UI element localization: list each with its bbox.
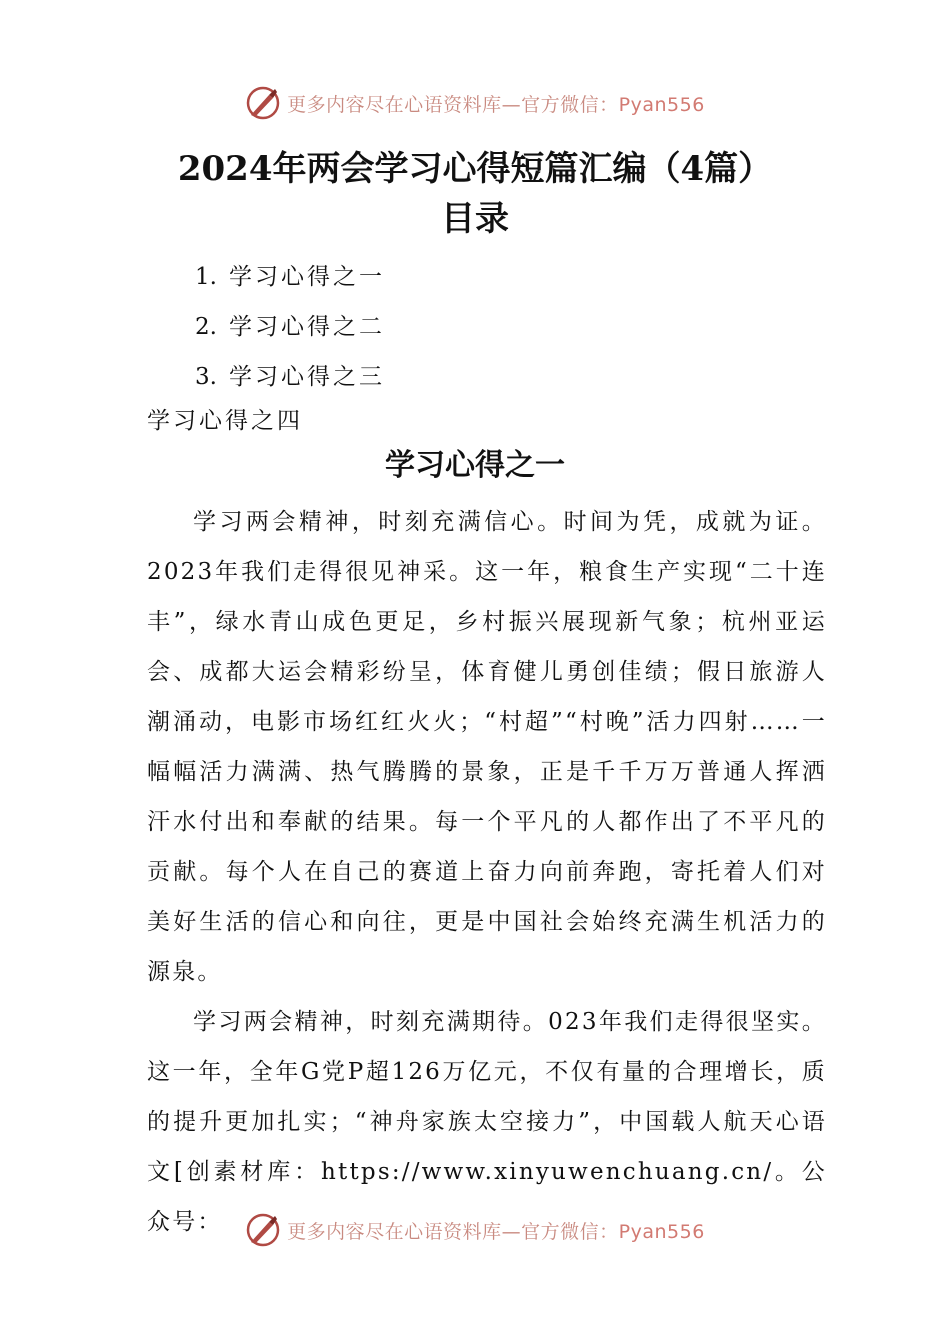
toc-item[interactable]: 3. 学习心得之三 — [195, 364, 385, 390]
pen-logo-icon — [245, 85, 281, 121]
paragraph: 学习两会精神，时刻充满信心。时间为凭，成就为证。2023年我们走得很见神采。这一年，粮食生产实现“二十连丰”，绿水青山成色更足，乡村振兴展现新气象；杭州亚运会、成都大运会精彩纷呈，体育健儿勇创佳绩；假日旅游人潮涌动，电影市场红红火火；“村超”“村晚”活力四射……一幅幅活力满满、热气腾腾的景象，正是千千万万普通人挥洒汗水付出和奉献的结果。每一个平凡的人都作出了不平凡的贡献。每个人在自己的赛道上奋力向前奔跑，寄托着人们对美好生活的信心和向往，更是中国社会始终充满生机活力的源泉。 — [147, 509, 827, 985]
toc-item-last[interactable]: 学习心得之四 — [147, 408, 303, 434]
footer-banner — [0, 1210, 950, 1250]
pen-logo-icon — [245, 1212, 281, 1248]
body-text — [147, 497, 827, 1247]
section-title: 学习心得之一 — [385, 448, 565, 483]
toc-item[interactable]: 2. 学习心得之二 — [195, 314, 385, 340]
header-banner — [0, 83, 950, 123]
document-title: 2024年两会学习心得短篇汇编（4篇） — [177, 149, 773, 189]
banner-text: 更多内容尽在心语资料库—官方微信：Pyan556 — [287, 93, 705, 116]
banner-text: 更多内容尽在心语资料库—官方微信：Pyan556 — [287, 1220, 705, 1243]
table-of-contents — [195, 252, 385, 402]
toc-item[interactable]: 1. 学习心得之一 — [195, 264, 385, 290]
paragraph: 学习两会精神，时刻充满期待。023年我们走得很坚实。这一年，全年G党P超126万亿元，不仅有量的合理增长，质的提升更加扎实；“神舟家族太空接力”，中国载人航天心语文[创素材库：https://www.xinyuwenchuang.cn/。公众号： — [147, 1009, 827, 1235]
toc-heading: 目录 — [441, 199, 509, 239]
